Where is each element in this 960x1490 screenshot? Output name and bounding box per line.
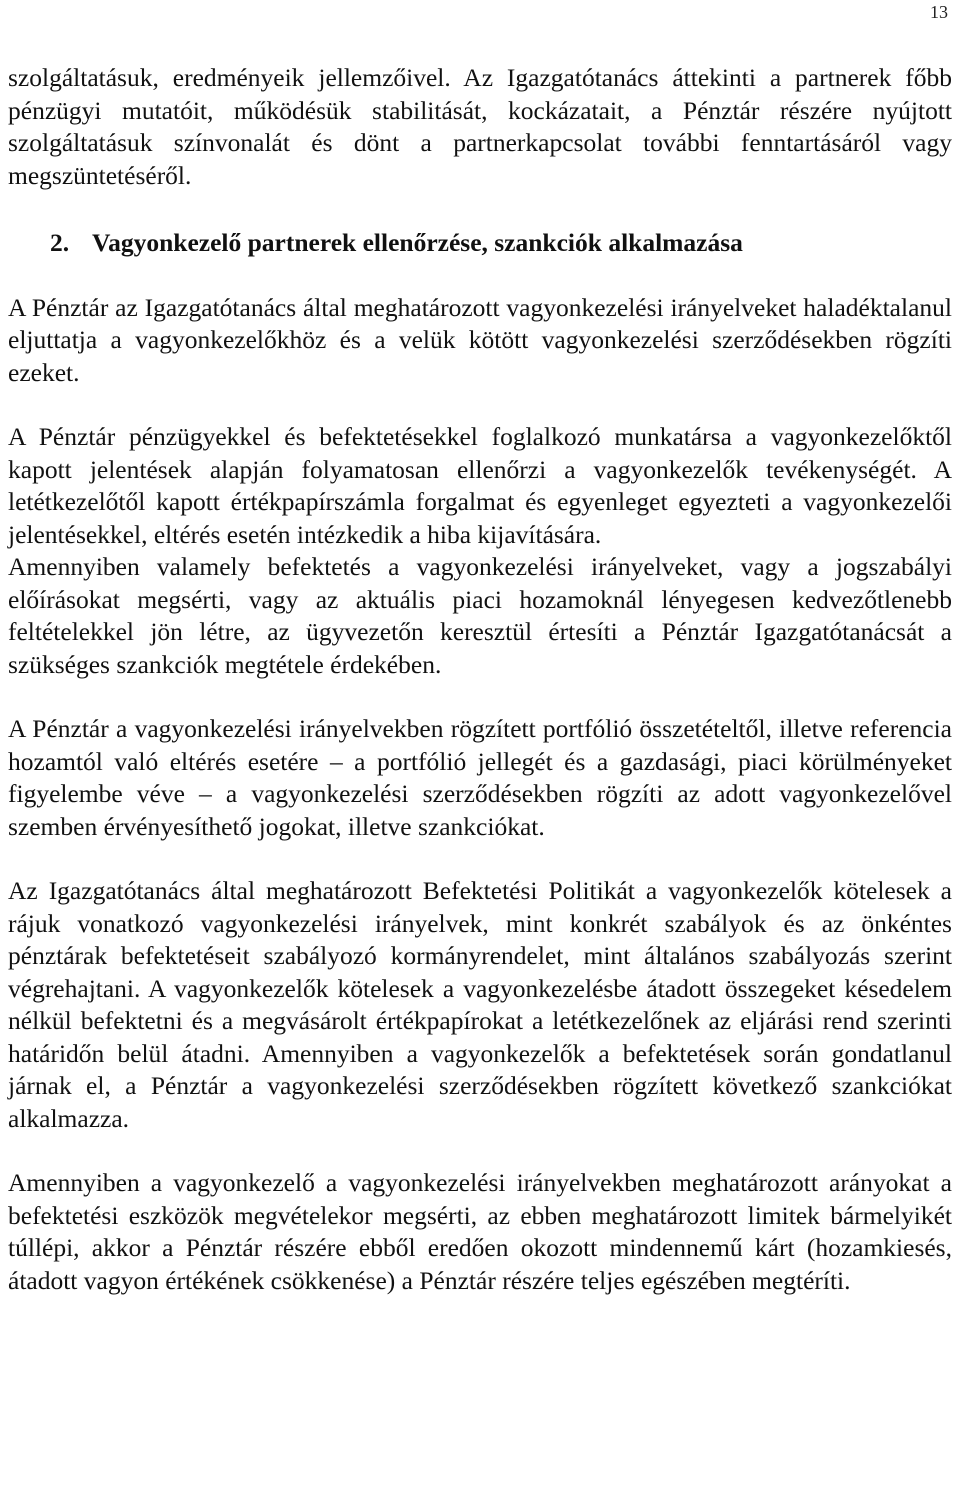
intro-paragraph: szolgáltatásuk, eredményeik jellemzőivel. Az Igazgatótanács áttekinti a partnerek főbb pénzügyi mutatóit, működésük stabilitását, kockázatait, a Pénztár részére nyújtott szolgáltatásuk színvonalát és dönt a partnerkapcsolat további fenntartásáról vagy megszüntetéséről. — [8, 63, 952, 190]
paragraph: Az Igazgatótanács által meghatározott Befektetési Politikát a vagyonkezelők kötelesek a rájuk vonatkozó vagyonkezelési irányelvek, mint konkrét szabályok és az önkéntes pénztárak befektetéseit szabályozó kormányrendelet, mint általános szabályozás szerint végrehajtani. A vagyonkezelők kötelesek a vagyonkezelésbe átadott összegeket késedelem nélkül befektetni és a megvásárolt értékpapírokat a letétkezelőnek az eljárási rend szerinti határidőn belül átadni. Amennyiben a vagyonkezelők a befektetések során gondatlanul járnak el, a Pénztár a vagyonkezelési szerződésekben rögzített következő szankciókat alkalmazza. — [8, 876, 952, 1133]
paragraph: Amennyiben valamely befektetés a vagyonkezelési irányelveket, vagy a jogszabályi előírásokat megsérti, vagy az aktuális piaci hozamoknál lényegesen kedvezőtlenebb feltételekkel jön létre, az ügyvezetőn keresztül értesíti a Pénztár Igazgatótanácsát a szükséges szankciók megtétele érdekében. — [8, 552, 952, 679]
paragraph: Amennyiben a vagyonkezelő a vagyonkezelési irányelvekben meghatározott arányokat a befektetési eszközök megvételekor megsérti, az ebben meghatározott limitek bármelyikét túllépi, akkor a Pénztár részére ebből eredően okozott mindennemű kárt (hozamkiesés, átadott vagyon értékének csökkenése) a Pénztár részére teljes egészében megtéríti. — [8, 1168, 952, 1295]
paragraph: A Pénztár pénzügyekkel és befektetésekkel foglalkozó munkatársa a vagyonkezelőktől kapott jelentések alapján folyamatosan ellenőrzi a vagyonkezelők tevékenységét. A letétkezelőtől kapott értékpapírszámla forgalmat és egyenleget egyezteti a vagyonkezelői jelentésekkel, eltérés esetén intézkedik a hiba kijavítására. — [8, 422, 952, 549]
paragraph: A Pénztár a vagyonkezelési irányelvekben rögzített portfólió összetételtől, illetve referencia hozamtól való eltérés esetére – a portfólió jellegét és a gazdasági, piaci körülményeket figyelembe véve – a vagyonkezelési szerződésekben rögzíti az adott vagyonkezelővel szemben érvényesíthető jogokat, illetve szankciókat. — [8, 714, 952, 841]
document-body — [8, 62, 952, 1297]
section-heading — [50, 227, 952, 260]
section-number: 2. — [50, 228, 70, 257]
paragraph: A Pénztár az Igazgatótanács által meghatározott vagyonkezelési irányelveket haladéktalanul eljuttatja a vagyonkezelőkhöz és a velük kötött vagyonkezelési szerződésekben rögzíti ezeket. — [8, 292, 952, 387]
section-title: Vagyonkezelő partnerek ellenőrzése, szankciók alkalmazása — [92, 228, 743, 257]
page-number: 13 — [930, 2, 948, 22]
